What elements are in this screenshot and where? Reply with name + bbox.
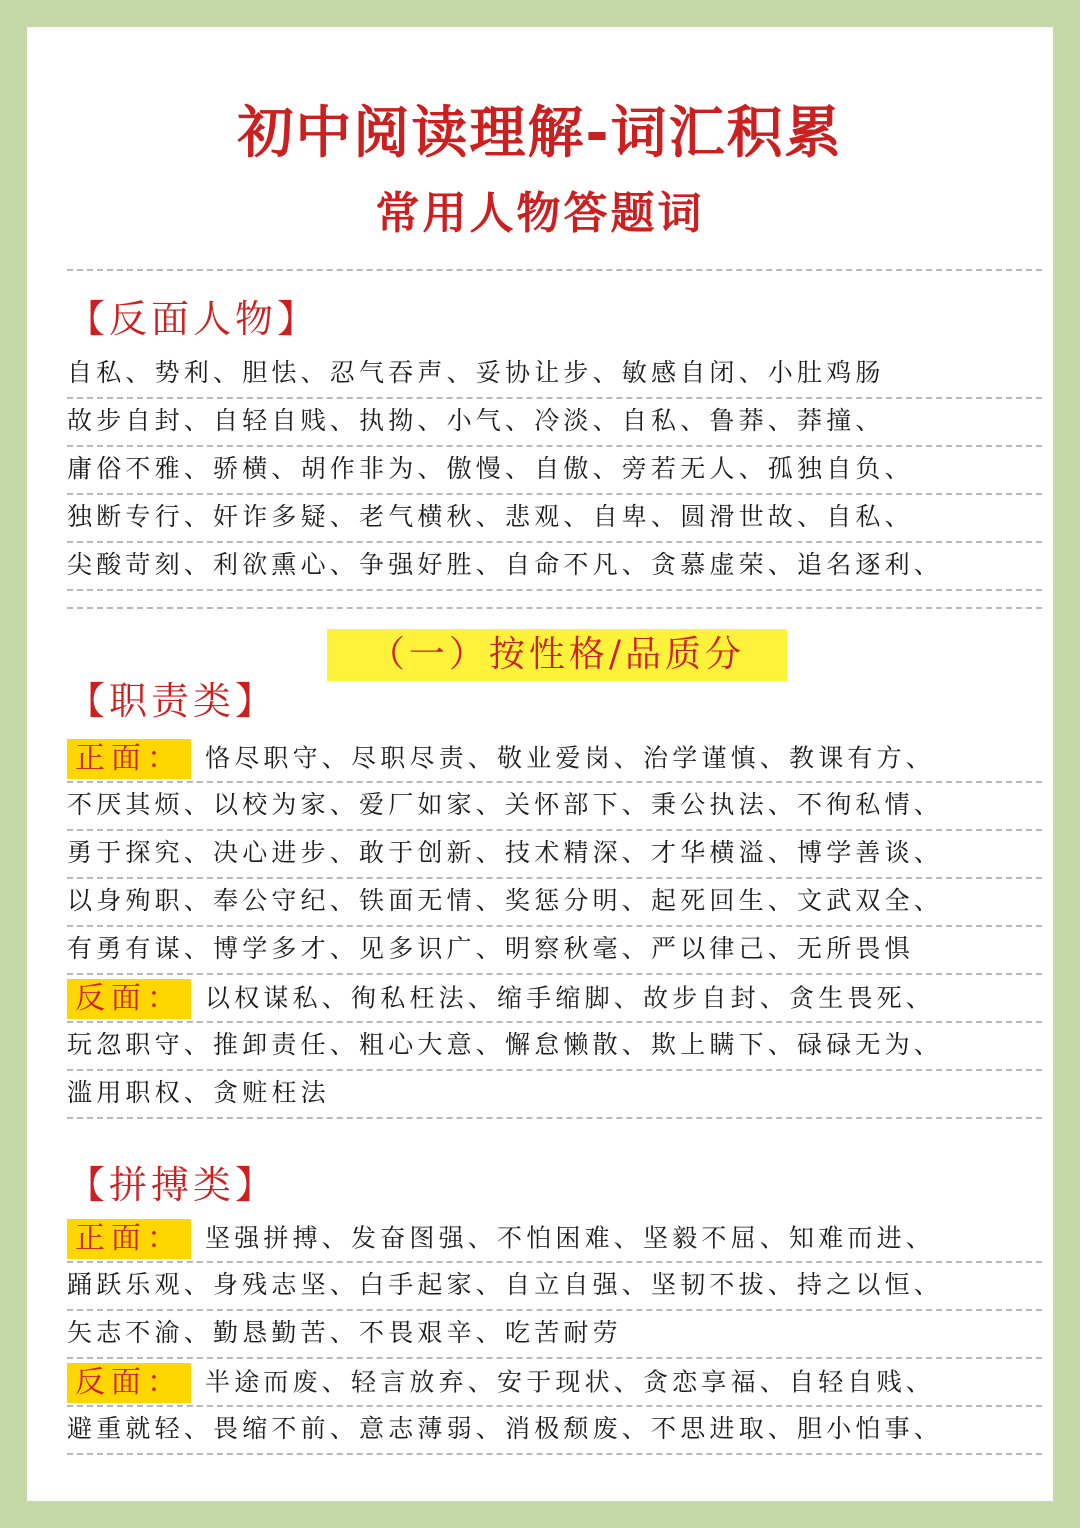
ruled-line xyxy=(67,221,1042,271)
word-line: 以身殉职、奉公守纪、铁面无情、奖惩分明、起死回生、文武双全、 xyxy=(67,877,1042,927)
word-list: 半途而废、轻言放弃、安于现状、贪恋享福、自轻自贱、 xyxy=(205,1367,936,1397)
word-line: 独断专行、奸诈多疑、老气横秋、悲观、自卑、圆滑世故、自私、 xyxy=(67,493,1042,543)
struggle-heading: 【拼搏类】 xyxy=(67,1163,278,1207)
struggle-positive-line xyxy=(67,1213,1042,1263)
word-line: 故步自封、自轻自贱、执拗、小气、冷淡、自私、鲁莽、莽撞、 xyxy=(67,397,1042,447)
word-line: 庸俗不雅、骄横、胡作非为、傲慢、自傲、旁若无人、孤独自负、 xyxy=(67,445,1042,495)
word-list: 坚强拼搏、发奋图强、不怕困难、坚毅不屈、知难而进、 xyxy=(205,1223,936,1253)
word-line: 踊跃乐观、身残志坚、白手起家、自立自强、坚韧不拔、持之以恒、 xyxy=(67,1261,1042,1311)
duty-negative-line xyxy=(67,973,1042,1023)
negative-characters-heading: 【反面人物】 xyxy=(67,297,320,341)
word-line: 有勇有谋、博学多才、见多识广、明察秋毫、严以律己、无所畏惧 xyxy=(67,925,1042,975)
word-line: 避重就轻、畏缩不前、意志薄弱、消极颓废、不思进取、胆小怕事、 xyxy=(67,1405,1042,1455)
word-line: 自私、势利、胆怯、忍气吞声、妥协让步、敏感自闭、小肚鸡肠 xyxy=(67,349,1042,399)
duty-heading: 【职责类】 xyxy=(67,679,278,723)
word-list: 恪尽职守、尽职尽责、敬业爱岗、治学谨慎、教课有方、 xyxy=(205,743,936,773)
struggle-negative-line xyxy=(67,1357,1042,1407)
ruled-line xyxy=(67,559,1042,609)
page-subtitle: 常用人物答题词 xyxy=(375,188,705,239)
word-line: 勇于探究、决心进步、敢于创新、技术精深、才华横溢、博学善谈、 xyxy=(67,829,1042,879)
word-line: 玩忽职守、推卸责任、粗心大意、懈怠懒散、欺上瞒下、碌碌无为、 xyxy=(67,1021,1042,1071)
word-list: 以权谋私、徇私枉法、缩手缩脚、故步自封、贪生畏死、 xyxy=(205,983,936,1013)
worksheet-page xyxy=(27,27,1053,1501)
word-line: 不厌其烦、以校为家、爱厂如家、关怀部下、秉公执法、不徇私情、 xyxy=(67,781,1042,831)
positive-label: 正面： xyxy=(67,1219,191,1259)
duty-positive-line xyxy=(67,733,1042,783)
negative-label: 反面： xyxy=(67,979,191,1019)
word-line: 滥用职权、贪赃枉法 xyxy=(67,1069,1042,1119)
word-line: 尖酸苛刻、利欲熏心、争强好胜、自命不凡、贪慕虚荣、追名逐利、 xyxy=(67,541,1042,591)
positive-label: 正面： xyxy=(67,739,191,779)
negative-label: 反面： xyxy=(67,1363,191,1403)
section-banner: （一）按性格/品质分 xyxy=(327,629,787,681)
word-line: 矢志不渝、勤恳勤苦、不畏艰辛、吃苦耐劳 xyxy=(67,1309,1042,1359)
page-title: 初中阅读理解-词汇积累 xyxy=(237,101,843,166)
